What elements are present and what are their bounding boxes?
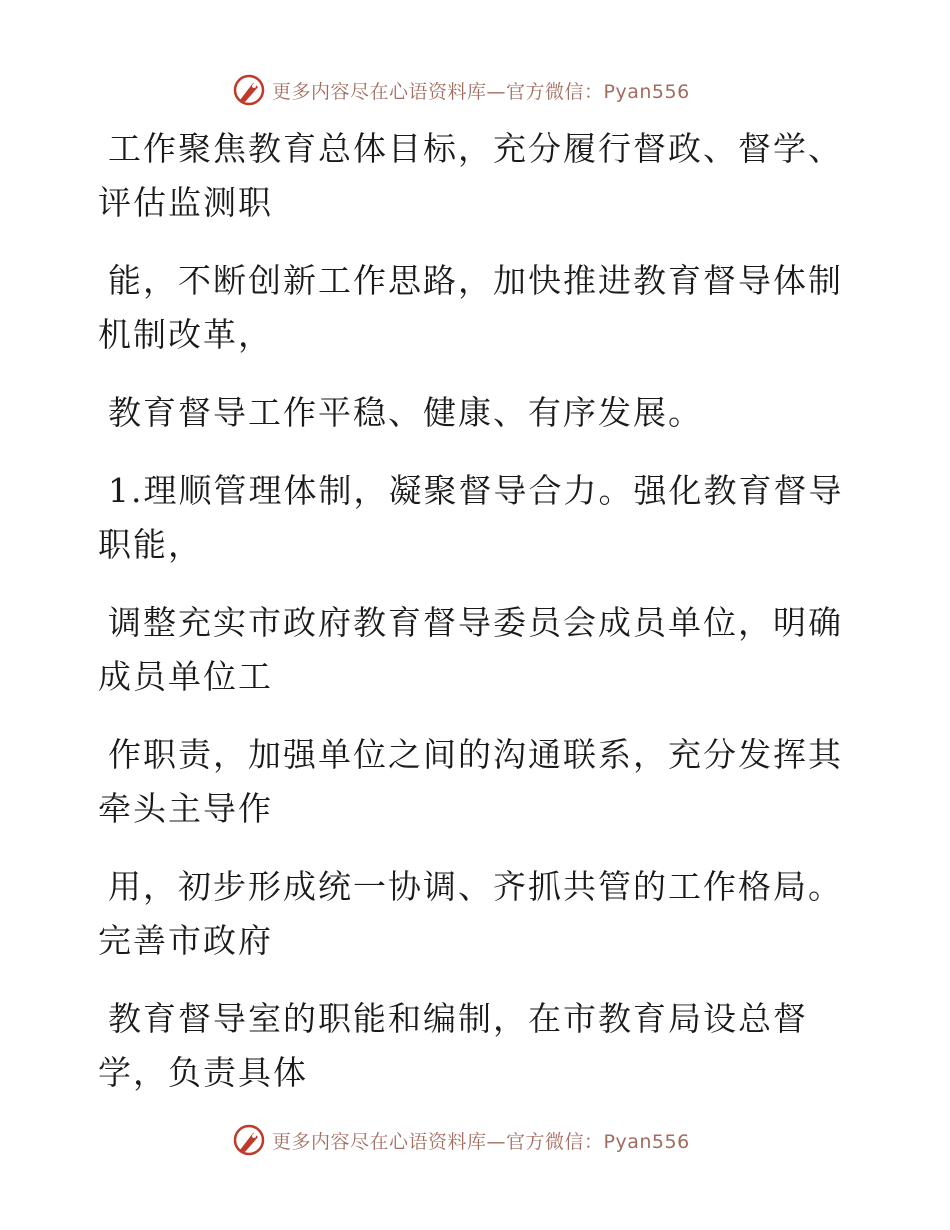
document-body (98, 122, 848, 1124)
paragraph-6 (98, 728, 848, 836)
pen-nib-circle-icon (232, 1123, 266, 1157)
paragraph-4 (98, 464, 848, 572)
paragraph-2 (98, 254, 848, 362)
paragraph-1-line-1: 工作聚焦教育总体目标，充分履行督政、督学、 (108, 129, 843, 168)
paragraph-6-line-1: 作职责，加强单位之间的沟通联系，充分发挥其 (108, 735, 843, 774)
paragraph-3 (98, 386, 848, 440)
paragraph-4-line-1: 1.理顺管理体制，凝聚督导合力。强化教育督导 (108, 471, 844, 510)
header-watermark (232, 72, 690, 108)
pen-nib-circle-icon (232, 73, 266, 107)
paragraph-4-line-2: 职能， (98, 525, 203, 564)
paragraph-7 (98, 860, 848, 968)
paragraph-8-line-1: 教育督导室的职能和编制，在市教育局设总督 (108, 999, 808, 1038)
paragraph-1-line-2: 评估监测职 (98, 183, 273, 222)
paragraph-5-line-1: 调整充实市政府教育督导委员会成员单位，明确 (108, 603, 843, 642)
paragraph-2-line-1: 能，不断创新工作思路，加快推进教育督导体制 (108, 261, 843, 300)
header-watermark-text: 更多内容尽在心语资料库—官方微信：Pyan556 (272, 80, 690, 103)
paragraph-1 (98, 122, 848, 230)
footer-watermark-text: 更多内容尽在心语资料库—官方微信：Pyan556 (272, 1130, 690, 1153)
paragraph-8-line-2: 学，负责具体 (98, 1053, 308, 1092)
paragraph-7-line-2: 完善市政府 (98, 921, 273, 960)
paragraph-2-line-2: 机制改革， (98, 315, 273, 354)
footer-watermark (232, 1122, 690, 1158)
paragraph-3-line-1: 教育督导工作平稳、健康、有序发展。 (108, 393, 703, 432)
paragraph-6-line-2: 牵头主导作 (98, 789, 273, 828)
paragraph-8 (98, 992, 848, 1100)
paragraph-5-line-2: 成员单位工 (98, 657, 273, 696)
paragraph-5 (98, 596, 848, 704)
paragraph-7-line-1: 用，初步形成统一协调、齐抓共管的工作格局。 (108, 867, 843, 906)
